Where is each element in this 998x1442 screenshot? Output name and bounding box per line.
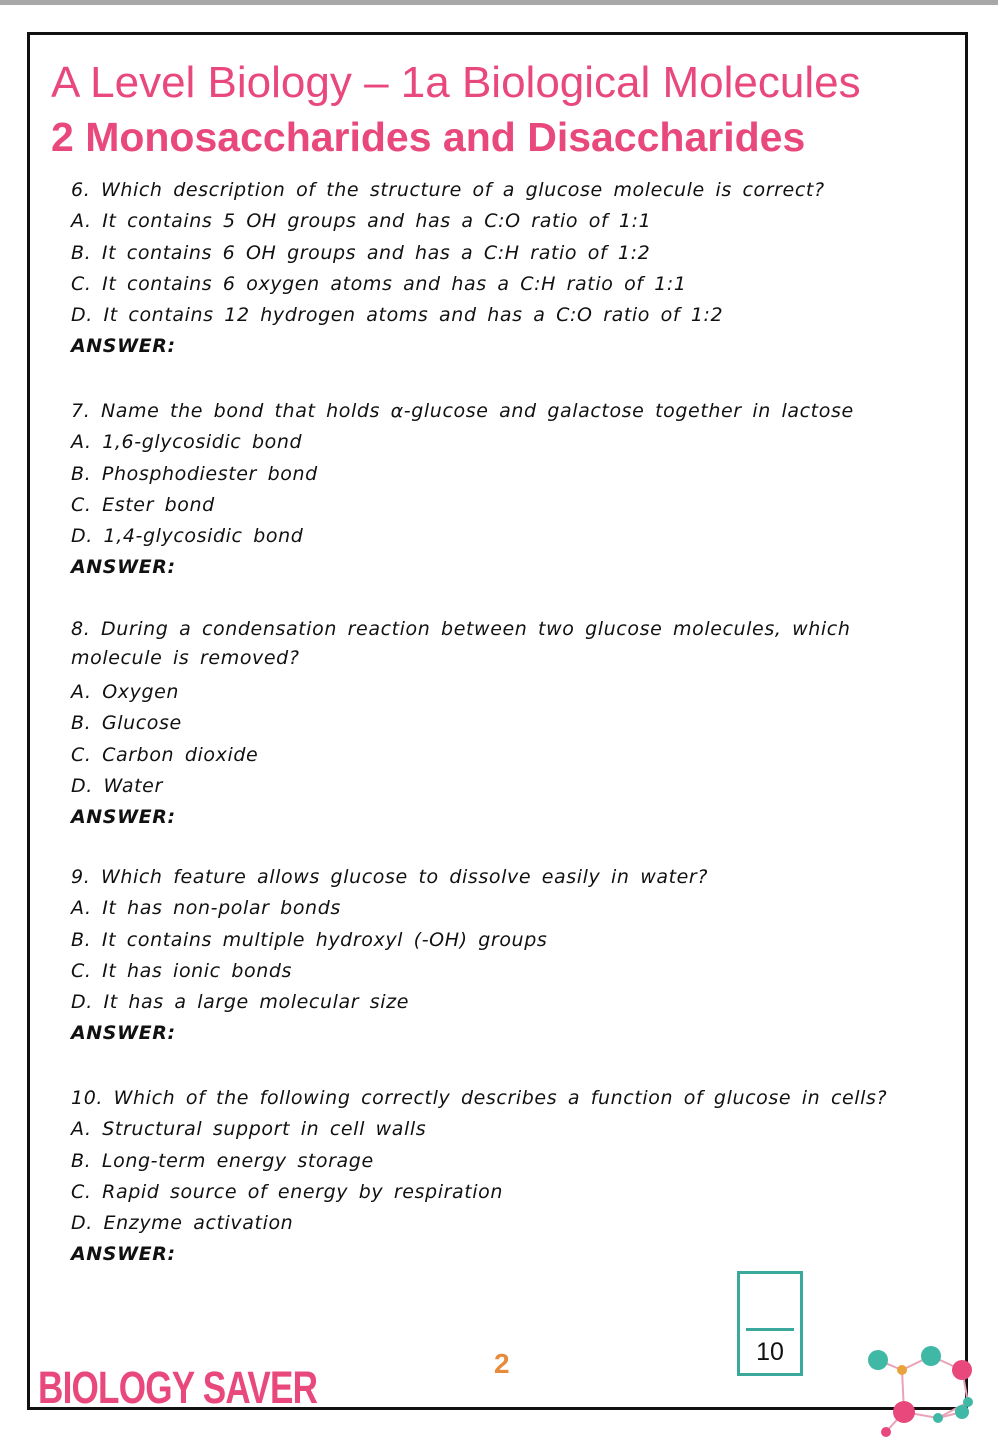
molecule-logo-icon xyxy=(858,1340,998,1442)
question-stem: 9. Which feature allows glucose to dissolve easily in water? xyxy=(71,866,709,888)
option-a: A. It contains 5 OH groups and has a C:O ratio of 1:1 xyxy=(71,210,652,233)
window-top-edge xyxy=(0,0,998,5)
option-a: A. Oxygen xyxy=(71,681,180,703)
score-total: 10 xyxy=(756,1338,784,1366)
answer-label: ANSWER: xyxy=(71,335,176,358)
option-d: D. It contains 12 hydrogen atoms and has a C:O ratio of 1:2 xyxy=(71,304,724,327)
option-c: C. Rapid source of energy by respiration xyxy=(71,1180,504,1203)
question-stem: 6. Which description of the structure of a glucose molecule is correct? xyxy=(71,179,825,201)
option-b: B. It contains multiple hydroxyl (-OH) groups xyxy=(71,928,548,951)
option-d: D. Enzyme activation xyxy=(71,1212,294,1235)
option-d: D. Water xyxy=(71,774,163,797)
question-10 xyxy=(71,1083,921,1271)
option-c: C. It has ionic bonds xyxy=(71,959,293,982)
option-b: B. It contains 6 OH groups and has a C:H ratio of 1:2 xyxy=(71,241,651,264)
question-stem: 8. During a condensation reaction between two glucose molecules, which molecule is removed? xyxy=(71,618,851,669)
option-d: D. It has a large molecular size xyxy=(71,991,410,1014)
question-9 xyxy=(71,862,921,1050)
page-number: 2 xyxy=(494,1348,510,1379)
option-b: B. Phosphodiester bond xyxy=(71,462,318,485)
question-8 xyxy=(71,615,921,833)
brand-logo-text: BIOLOGY SAVER xyxy=(38,1362,318,1413)
answer-label: ANSWER: xyxy=(71,556,176,579)
score-divider xyxy=(746,1328,794,1331)
option-a: A. 1,6-glycosidic bond xyxy=(71,431,303,454)
page-title: A Level Biology – 1a Biological Molecules xyxy=(51,58,861,107)
option-a: A. Structural support in cell walls xyxy=(71,1118,427,1141)
answer-label: ANSWER: xyxy=(71,806,176,829)
score-box xyxy=(737,1271,803,1376)
question-7 xyxy=(71,396,921,584)
answer-label: ANSWER: xyxy=(71,1243,176,1266)
option-a: A. It has non-polar bonds xyxy=(71,897,341,920)
question-stem: 10. Which of the following correctly describes a function of glucose in cells? xyxy=(71,1087,888,1109)
option-c: C. It contains 6 oxygen atoms and has a C:H ratio of 1:1 xyxy=(71,272,687,295)
option-c: C. Carbon dioxide xyxy=(71,743,259,766)
page-subtitle: 2 Monosaccharides and Disaccharides xyxy=(51,114,806,160)
question-stem: 7. Name the bond that holds α-glucose and galactose together in lactose xyxy=(71,400,854,422)
option-b: B. Long-term energy storage xyxy=(71,1149,374,1172)
option-d: D. 1,4-glycosidic bond xyxy=(71,525,304,548)
option-b: B. Glucose xyxy=(71,712,182,735)
question-6 xyxy=(71,175,921,363)
option-c: C. Ester bond xyxy=(71,493,215,516)
answer-label: ANSWER: xyxy=(71,1022,176,1045)
